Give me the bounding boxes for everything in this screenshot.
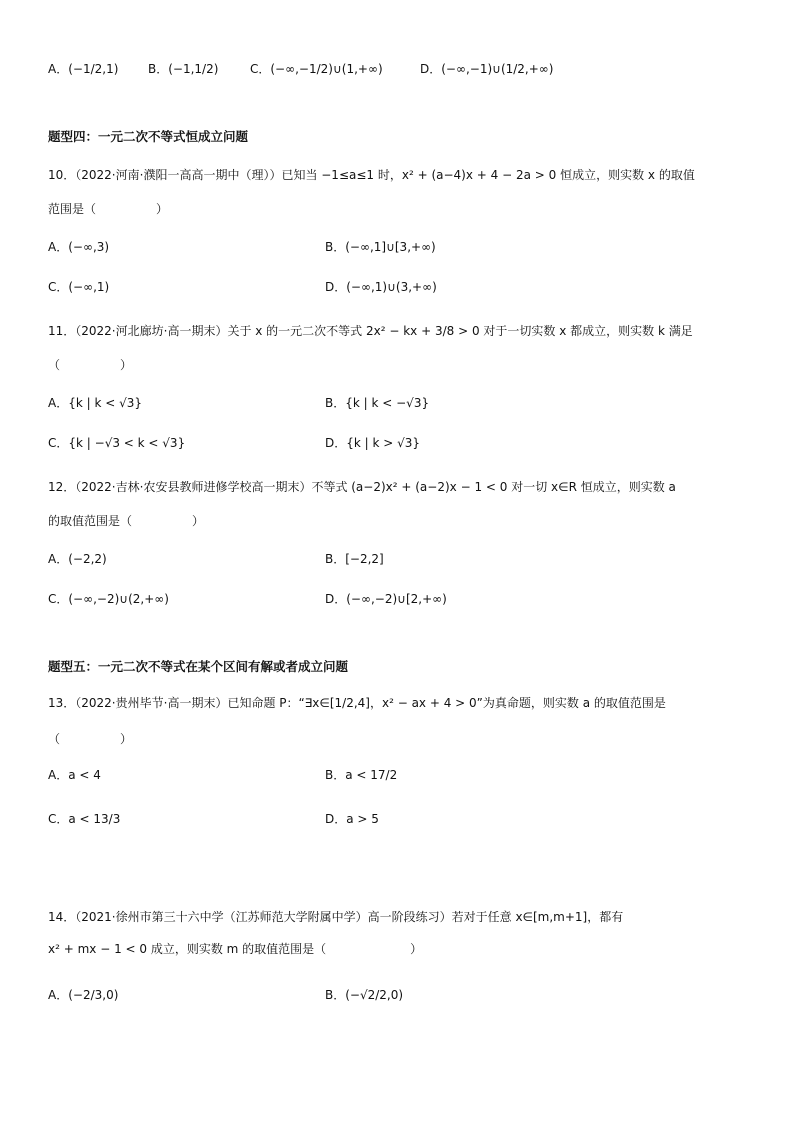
question-13-stem: 13．（2022·贵州毕节·高一期末）已知命题 P：“∃x∈[1/2,4]，x² − ax + 4 > 0”为真命题，则实数 a 的取值范围是 <box>48 696 666 710</box>
question-14-stem: 14．（2021·徐州市第三十六中学（江苏师范大学附属中学）高一阶段练习）若对于任意 x∈[m,m+1]，都有 <box>48 910 624 924</box>
q10-option-d: D．(−∞,1)∪(3,+∞) <box>325 280 437 294</box>
q12-option-d: D．(−∞,−2)∪[2,+∞) <box>325 592 447 606</box>
option-a: A．(−1/2,1) <box>48 62 119 76</box>
section-title-4: 题型四：一元二次不等式恒成立问题 <box>48 129 249 144</box>
q10-option-a: A．(−∞,3) <box>48 240 110 254</box>
section-title-5: 题型五：一元二次不等式在某个区间有解或者成立问题 <box>48 659 349 674</box>
q13-option-d: D．a > 5 <box>325 812 379 826</box>
question-12-stem: 12．（2022·吉林·农安县教师进修学校高一期末）不等式 (a−2)x² + (a−2)x − 1 < 0 对一切 x∈R 恒成立，则实数 a <box>48 480 676 494</box>
q13-option-c: C．a < 13/3 <box>48 812 121 826</box>
q12-option-a: A．(−2,2) <box>48 552 107 566</box>
question-13-stem-cont: （ ） <box>48 732 133 746</box>
question-14-stem-cont: x² + mx − 1 < 0 成立，则实数 m 的取值范围是（ ） <box>48 942 423 956</box>
question-12-stem-cont: 的取值范围是（ ） <box>48 514 205 528</box>
q10-option-b: B．(−∞,1]∪[3,+∞) <box>325 240 436 254</box>
question-11-stem-cont: （ ） <box>48 358 133 372</box>
q11-option-a: A．{k | k < √3} <box>48 396 143 410</box>
q14-option-a: A．(−2/3,0) <box>48 988 119 1002</box>
option-c: C．(−∞,−1/2)∪(1,+∞) <box>250 62 383 76</box>
question-10-stem: 10．（2022·河南·濮阳一高高一期中（理））已知当 −1≤a≤1 时，x² + (a−4)x + 4 − 2a > 0 恒成立，则实数 x 的取值 <box>48 168 695 182</box>
q12-option-c: C．(−∞,−2)∪(2,+∞) <box>48 592 169 606</box>
q11-option-b: B．{k | k < −√3} <box>325 396 430 410</box>
q11-option-c: C．{k | −√3 < k < √3} <box>48 436 186 450</box>
q13-option-a: A．a < 4 <box>48 768 101 782</box>
q13-option-b: B．a < 17/2 <box>325 768 398 782</box>
q14-option-b: B．(−√2/2,0) <box>325 988 404 1002</box>
option-b: B．(−1,1/2) <box>148 62 219 76</box>
option-d: D．(−∞,−1)∪(1/2,+∞) <box>420 62 554 76</box>
question-11-stem: 11．（2022·河北廊坊·高一期末）关于 x 的一元二次不等式 2x² − kx + 3/8 > 0 对于一切实数 x 都成立，则实数 k 满足 <box>48 324 693 338</box>
q12-option-b: B．[−2,2] <box>325 552 384 566</box>
q10-option-c: C．(−∞,1) <box>48 280 110 294</box>
q11-option-d: D．{k | k > √3} <box>325 436 421 450</box>
question-10-stem-cont: 范围是（ ） <box>48 202 169 216</box>
